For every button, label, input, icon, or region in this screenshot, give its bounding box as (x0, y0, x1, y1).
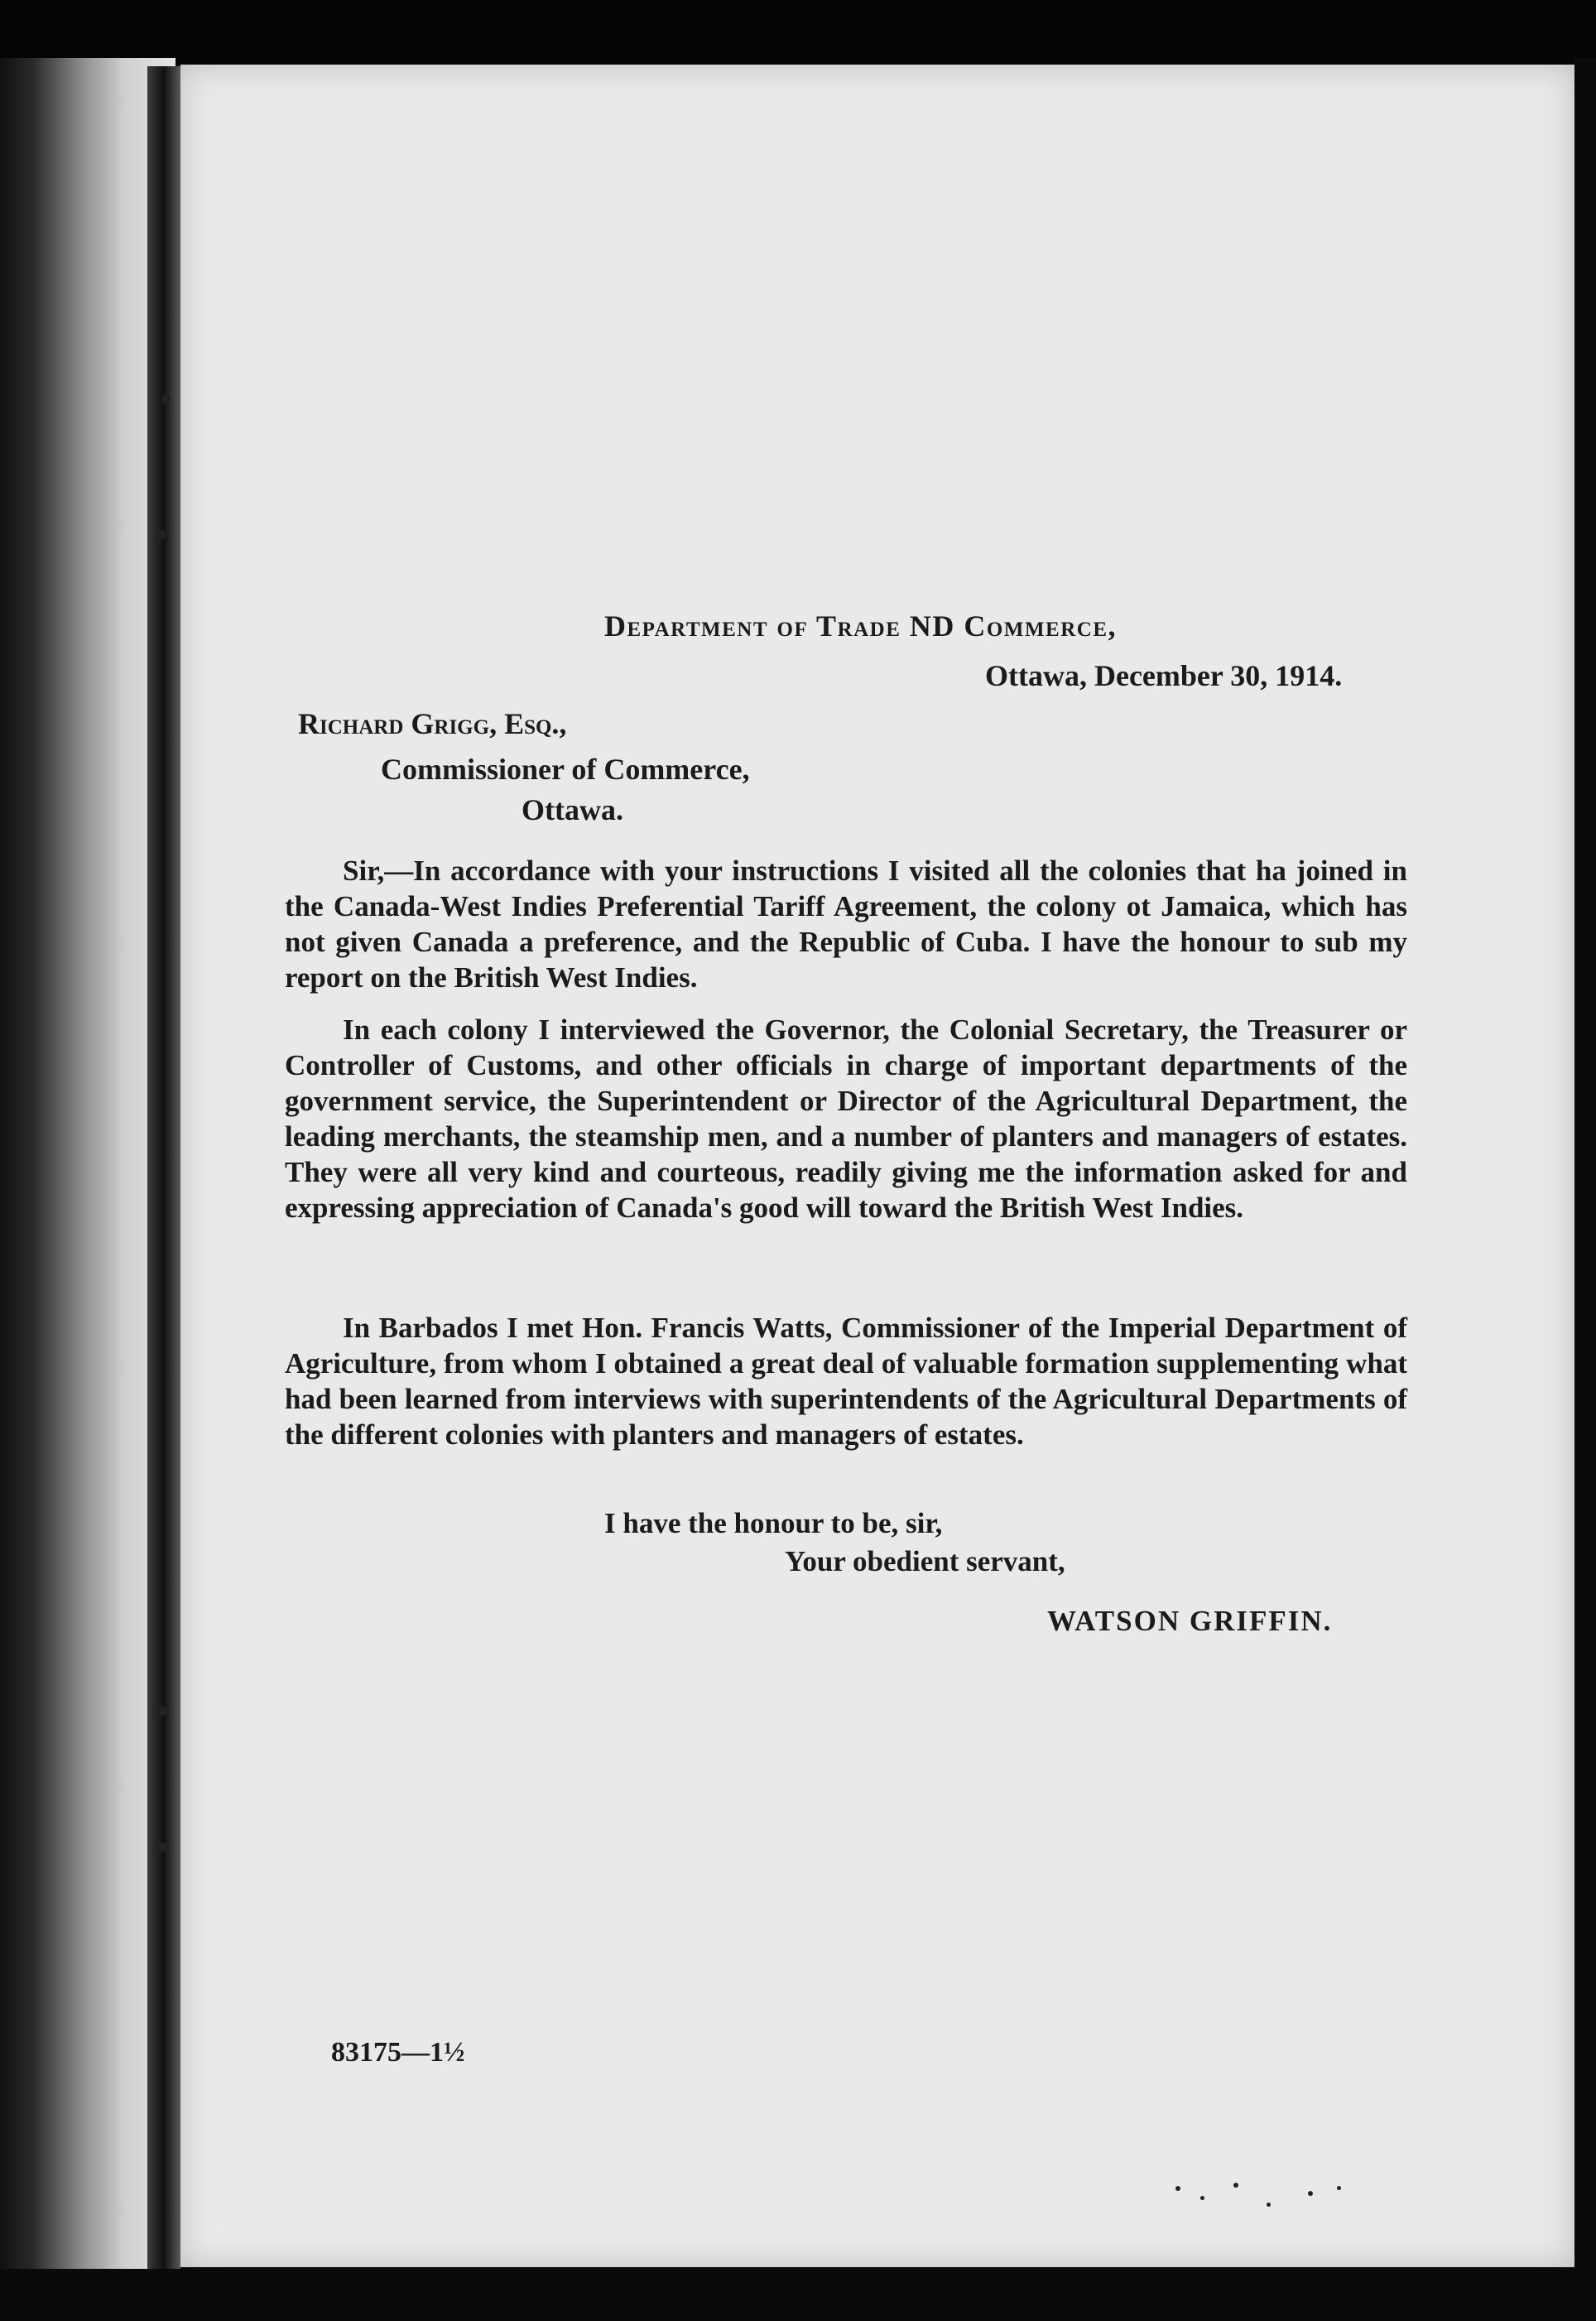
print-code: 83175—1½ (331, 2037, 465, 2068)
closing-line: I have the honour to be, sir, (604, 1507, 943, 1539)
scan-smudge (1308, 2191, 1313, 2196)
binding-dot (157, 1842, 167, 1852)
signature: WATSON GRIFFIN. (1047, 1605, 1333, 1637)
scan-smudge (1200, 2196, 1204, 2200)
scan-smudge (1233, 2183, 1238, 2188)
paragraph: Sir,—In accordance with your instructions I visited all the colonies that ha joined in the Canada-West Indies Preferential Tariff Agreement, the colony ot Jamaica, which has not given Canada a preference, and the Republic of Cuba. I have the honour to sub my report on the British West Indies. (285, 855, 1407, 994)
paragraph: In Barbados I met Hon. Francis Watts, Commissioner of the Imperial Department of Agriculture, from whom I obtained a great deal of valuable formation supplementing what had been learned from interviews with superintendents of the Agricultural Departments of the different colonies with planters and managers of estates. (285, 1312, 1407, 1451)
scan-right-border (1574, 58, 1596, 2294)
place-date: Ottawa, December 30, 1914. (985, 659, 1343, 692)
scan-top-border (0, 0, 1596, 65)
binding-dot (156, 530, 166, 540)
scan-smudge (1175, 2186, 1180, 2191)
scan-smudge (1267, 2203, 1271, 2207)
binding-dot (157, 1706, 167, 1716)
closing-line: Your obedient servant, (785, 1545, 1065, 1577)
addressee-title: Commissioner of Commerce, (381, 753, 750, 786)
letterhead: Department of Trade ND Commerce, (604, 609, 1117, 643)
addressee-name: Richard Grigg, Esq., (298, 707, 567, 740)
scan-bottom-border (0, 2269, 1596, 2321)
scan-smudge (1337, 2186, 1341, 2190)
paragraph: In each colony I interviewed the Governor, the Colonial Secretary, the Treasurer or Controller of Customs, and other officials in charge of important departments of the government service, the Superintendent or Director of the Agricultural Department, the leading merchants, the steamship men, and a number of planters and managers of estates. They were all very kind and courteous, readily giving me the information asked for and expressing appreciation of Canada's good will toward the British West Indies. (285, 1014, 1407, 1224)
addressee-city: Ottawa. (522, 793, 623, 826)
binding-dot (162, 393, 171, 405)
